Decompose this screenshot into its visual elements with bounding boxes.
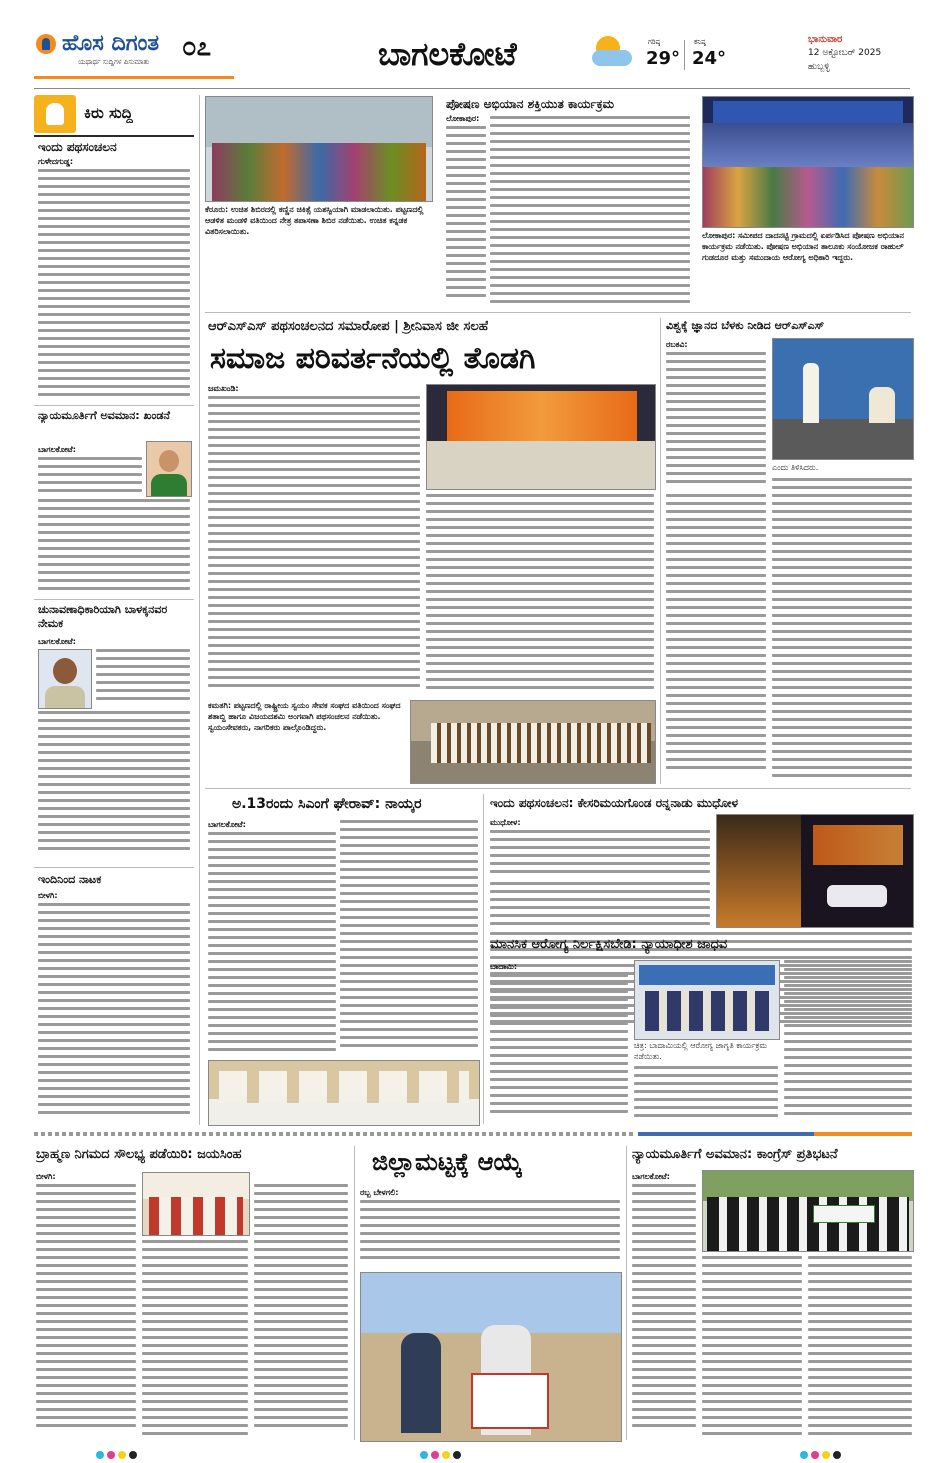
nutrition-body xyxy=(446,126,486,306)
sidebar-item-dateline: ಬಾಗಲಕೋಟೆ: xyxy=(38,445,76,454)
congress-dateline: ಬಾಗಲಕೋಟೆ: xyxy=(632,1172,670,1181)
mudhol-night-photo xyxy=(716,814,914,928)
photo-car xyxy=(827,885,887,907)
yellow-dot xyxy=(822,1451,830,1459)
photo-wall xyxy=(143,1173,249,1199)
cyan-dot xyxy=(420,1451,428,1459)
vishwa-body xyxy=(772,478,912,784)
page-number: ೦೭ xyxy=(182,32,212,62)
congress-body-col2 xyxy=(702,1256,802,1440)
vishwa-photo-caption: ಎಂದು ತಿಳಿಸಿದರು. xyxy=(772,463,819,472)
photo-guests xyxy=(645,991,769,1031)
mid-row-rule xyxy=(205,788,911,789)
judge-portrait-face xyxy=(159,450,179,472)
min-temp: 24° xyxy=(692,48,727,69)
health-event-photo xyxy=(634,960,780,1040)
photo-crowd xyxy=(212,143,426,201)
sidebar-item-body xyxy=(38,903,190,1125)
vishwa-body xyxy=(666,494,766,784)
congress-body-col1 xyxy=(632,1184,696,1440)
sidebar-column-rule xyxy=(199,95,200,1125)
photo-lit-arch xyxy=(717,815,801,927)
brahmin-body-col3 xyxy=(254,1184,348,1440)
photo-speaker xyxy=(803,363,819,423)
rss-headline: ಸಮಾಜ ಪರಿವರ್ತನೆಯಲ್ಲಿ ತೊಡಗಿ xyxy=(210,341,536,376)
photo-banner xyxy=(639,965,775,985)
photo-people xyxy=(149,1197,243,1235)
logo-pen-dot xyxy=(42,38,50,50)
health-headline: ಮಾನಸಿಕ ಆರೋಗ್ಯ ನಿರ್ಲಕ್ಷಿಸಬೇಡಿ: ನ್ಯಾಯಾಧೀಶ ಜಾಧವ xyxy=(490,937,728,952)
issue-date: 12 ಅಕ್ಟೋಬರ್ 2025 xyxy=(808,48,882,58)
rss-body-col2 xyxy=(426,494,654,696)
photo-stage-floor xyxy=(773,419,913,459)
sidebar-title: ಕಿರು ಸುದ್ದಿ xyxy=(84,104,133,122)
sidebar-item-title: ಇಂದು ಪಥಸಂಚಲನ xyxy=(38,140,117,154)
foreva-body-col2 xyxy=(340,820,478,1058)
foreva-body-col1 xyxy=(208,832,336,1058)
health-body-col1 xyxy=(490,974,628,1124)
district-body xyxy=(360,1200,620,1268)
temp-divider xyxy=(684,40,685,70)
congress-headline: ನ್ಯಾಯಮೂರ್ತಿಗೆ ಅವಮಾನ: ಕಾಂಗ್ರೆಸ್ ಪ್ರತಿಭಟನೆ xyxy=(632,1147,838,1162)
mudhol-body xyxy=(490,882,710,930)
bar-stripe-grey xyxy=(34,1132,634,1136)
district-headline: ಜಿಲ್ಲಾಮಟ್ಟಕ್ಕೆ ಆಯ್ಕೆ xyxy=(372,1148,523,1176)
sidebar-item-dateline: ಬೀಳಗಿ: xyxy=(38,891,58,900)
magenta-dot xyxy=(811,1451,819,1459)
photo-building xyxy=(206,97,432,147)
yellow-dot xyxy=(442,1451,450,1459)
sidebar-item-dateline: ಬಾಗಲಕೋಟೆ: xyxy=(38,637,76,646)
black-dot xyxy=(129,1451,137,1459)
bar-stripe-orange xyxy=(814,1132,912,1136)
print-registration-marks-left xyxy=(96,1444,140,1463)
brahmin-dateline: ಬೀಳಗಿ: xyxy=(36,1172,56,1181)
rss-march-caption: ಕಮತಗಿ: ಪಟ್ಟಣದಲ್ಲಿ ರಾಷ್ಟ್ರೀಯ ಸ್ವಯಂ ಸೇವಕ ಸಂಘದ ವತಿಯಿಂದ ಸಂಘದ ಶತಾಬ್ದಿ ಹಾಗೂ ವಿಜಯದಶಮಿ ಅಂಗವಾಗಿ ಪಥಸಂಚಲನ ನಡೆಯಿತು. ಸ್ವಯಂಸೇವಕರು, ನಾಗರಿಕರು ಪಾಲ್ಗೊಂಡಿದ್ದರು. xyxy=(208,701,401,732)
photo-guest xyxy=(869,387,895,423)
sidebar-item-title: ನ್ಯಾಯಮೂರ್ತಿಗೆ ಅವಮಾನ: ಖಂಡನೆ xyxy=(38,409,170,422)
print-registration-marks-right xyxy=(800,1444,844,1463)
foreva-column-rule xyxy=(483,794,484,1124)
photo-saffron-backdrop xyxy=(447,391,637,441)
max-temp: 29° xyxy=(646,48,681,69)
nutrition-dateline: ಲೋಕಾಪುರ: xyxy=(446,114,480,123)
sidebar-item-dateline: ಗುಳೇದಗುಡ್ಡ: xyxy=(38,157,74,166)
foreva-press-photo xyxy=(208,1060,480,1126)
mudhol-body xyxy=(490,830,710,878)
black-dot xyxy=(833,1451,841,1459)
photo-sky xyxy=(361,1273,621,1333)
yellow-dot xyxy=(118,1451,126,1459)
cyan-dot xyxy=(800,1451,808,1459)
vishwa-dateline: ರಬಕವಿ: xyxy=(666,340,688,349)
brahmin-body-col2 xyxy=(142,1240,248,1440)
nutrition-event-photo xyxy=(702,96,914,228)
max-temp-label: ಗರಿಷ್ಠ xyxy=(648,38,661,46)
min-temp-label: ಕನಿಷ್ಠ xyxy=(694,38,706,46)
nutrition-headline: ಪೋಷಣ ಅಭಿಯಾನ ಶಕ್ತಿಯುತ ಕಾರ್ಯಕ್ರಮ xyxy=(446,97,615,111)
judge-portrait-saree xyxy=(151,474,187,496)
photo-banner xyxy=(813,1205,875,1223)
eye-camp-caption: ಕೆರೂರು: ಉಚಿತ ಶಿಬಿರದಲ್ಲಿ ಕಣ್ಣಿನ ಚಿಕಿತ್ಸೆ ಯಶಸ್ವಿಯಾಗಿ ಮಾಡಲಾಯಿತು. ಪಟ್ಟಣದಲ್ಲಿ ಆಡಳಿತ ಮಂಡಳಿ ವತಿಯಿಂದ ನೇತ್ರ ತಪಾಸಣಾ ಶಿಬಿರ ನಡೆಯಿತು. ಉಚಿತ ಕನ್ನಡಕ ವಿತರಿಸಲಾಯಿತು. xyxy=(205,205,424,236)
sidebar-item-body xyxy=(96,649,190,709)
judge-portrait xyxy=(146,441,192,497)
weather-cloud-icon xyxy=(592,50,632,66)
mudhol-dateline: ಮುಧೋಳ: xyxy=(490,818,521,827)
vishwa-speaker-photo xyxy=(772,338,914,460)
vishwa-headline: ವಿಶ್ವಕ್ಕೆ ಜ್ಞಾನದ ಬೆಳಕು ನೀಡಿದ ಆರ್‌ಎಸ್‌ಎಸ್ xyxy=(666,319,825,332)
black-dot xyxy=(453,1451,461,1459)
photo-student-left xyxy=(401,1333,441,1433)
sidebar-divider xyxy=(34,867,194,868)
sidebar-title-bar xyxy=(34,135,194,137)
congress-body-col3 xyxy=(808,1256,912,1440)
edition-name: ಹುಬ್ಬಳ್ಳಿ xyxy=(808,62,830,72)
cyan-dot xyxy=(96,1451,104,1459)
sidebar-item-title: ಇಂದಿನಿಂದ ನಾಟಕ xyxy=(38,873,102,886)
congress-protest-photo xyxy=(702,1170,914,1252)
district-students-photo xyxy=(360,1272,622,1442)
sidebar-item-body xyxy=(38,457,142,497)
bottom-column-rule xyxy=(626,1146,627,1440)
sidebar-item-body xyxy=(38,169,190,401)
rss-kicker: ಆರ್‌ಎಸ್‌ಎಸ್ ಪಥಸಂಚಲನದ ಸಮಾರೋಪ | ಶ್ರೀನಿವಾಸ ಜೀ ಸಲಹೆ xyxy=(208,319,489,334)
photo-flags xyxy=(813,825,903,865)
photo-stage-lights xyxy=(703,123,913,167)
bottom-section-bar xyxy=(34,1130,912,1140)
health-photo-caption: ಚಿತ್ರ: ಬಾದಾಮಿಯಲ್ಲಿ ಆರೋಗ್ಯ ಜಾಗೃತಿ ಕಾರ್ಯಕ್ರಮ ನಡೆಯಿತು. xyxy=(634,1041,767,1061)
bottom-column-rule xyxy=(354,1146,355,1440)
district-dateline: ರಬ್ಬ ಬೇಳಗಲಿ: xyxy=(360,1188,399,1197)
masthead xyxy=(0,0,945,92)
photo-certificate xyxy=(471,1373,549,1429)
city-title: ಬಾಗಲಕೋಟೆ xyxy=(378,35,517,73)
sidebar-item-body xyxy=(38,499,190,599)
brand-name: ಹೊಸ ದಿಗಂತ xyxy=(62,31,160,56)
vishwa-body xyxy=(666,352,766,492)
sidebar-item-body xyxy=(38,711,190,861)
mudhol-headline: ಇಂದು ಪಥಸಂಚಲನ: ಕೇಸರಿಮಯಗೊಂಡ ರನ್ನನಾಡು ಮುಧೋಳ xyxy=(490,796,738,810)
sidebar-divider xyxy=(34,599,194,600)
issue-day: ಭಾನುವಾರ xyxy=(808,34,843,45)
brand-tagline: ಯಥಾರ್ಥ ಸುದ್ದಿಗಳ ಪಿಸುಮಾತು xyxy=(78,58,150,66)
photo-protesters xyxy=(707,1197,909,1251)
rss-column-rule xyxy=(660,318,661,784)
health-body-col3 xyxy=(784,960,912,1124)
eye-camp-photo xyxy=(205,96,433,202)
rss-dateline: ಜಮಖಂಡಿ: xyxy=(208,384,239,393)
photo-marchers xyxy=(431,723,651,763)
photo-speakers xyxy=(219,1071,469,1103)
rss-rally-photo xyxy=(426,384,656,490)
sidebar-hand-shape xyxy=(46,103,64,125)
officer-portrait-shirt xyxy=(45,686,85,708)
magenta-dot xyxy=(431,1451,439,1459)
officer-portrait-face xyxy=(53,658,77,684)
nutrition-photo-caption: ಲೋಕಾಪುರ: ಸಮೀಪದ ದಾದನಟ್ಟಿ ಗ್ರಾಮದಲ್ಲಿ ಏರ್ಪಡಿಸಿದ ಪೋಷಣ ಅಭಿಯಾನ ಕಾರ್ಯಕ್ರಮ ನಡೆಯಿತು. ಪೋಷಣ ಅಭಿಯಾನ ತಾಲೂಕು ಸಂಯೋಜಕ ರಾಹುಲ್ ಗುಡದೂರ ಮತ್ತು ಸಮುದಾಯ ಆರೋಗ್ಯ ಅಧಿಕಾರಿ ಇದ್ದರು. xyxy=(702,231,904,262)
print-registration-marks-center xyxy=(420,1444,464,1463)
sidebar xyxy=(34,95,194,1125)
brahmin-meeting-photo xyxy=(142,1172,250,1236)
rss-body-col1 xyxy=(208,396,420,696)
magenta-dot xyxy=(107,1451,115,1459)
sidebar-divider xyxy=(34,405,194,406)
rss-march-photo xyxy=(410,700,656,784)
photo-stage xyxy=(427,441,655,489)
sidebar-item-title: ಚುನಾವಣಾಧಿಕಾರಿಯಾಗಿ ಬಾಳಕ್ಕನವರ ನೇಮಕ xyxy=(38,603,168,630)
top-row-rule xyxy=(205,312,911,313)
brahmin-headline: ಬ್ರಾಹ್ಮಣ ನಿಗಮದ ಸೌಲಭ್ಯ ಪಡೆಯಿರಿ: ಜಯಸಿಂಹ xyxy=(36,1147,242,1162)
health-dateline: ಬಾದಾಮಿ: xyxy=(490,962,518,971)
brahmin-body-col1 xyxy=(36,1184,136,1440)
orange-rule xyxy=(34,76,234,79)
nutrition-body xyxy=(490,116,690,306)
photo-banner xyxy=(713,101,903,123)
health-body-col2 xyxy=(634,1066,778,1124)
foreva-dateline: ಬಾಗಲಕೋಟೆ: xyxy=(208,820,246,829)
officer-portrait xyxy=(38,649,92,709)
photo-audience xyxy=(703,167,913,227)
foreva-headline: ಅ.13ರಂದು ಸಿಎಂಗೆ ಘೇರಾವ್: ನಾಯ್ಕರ xyxy=(232,796,422,812)
masthead-rule xyxy=(34,88,910,89)
